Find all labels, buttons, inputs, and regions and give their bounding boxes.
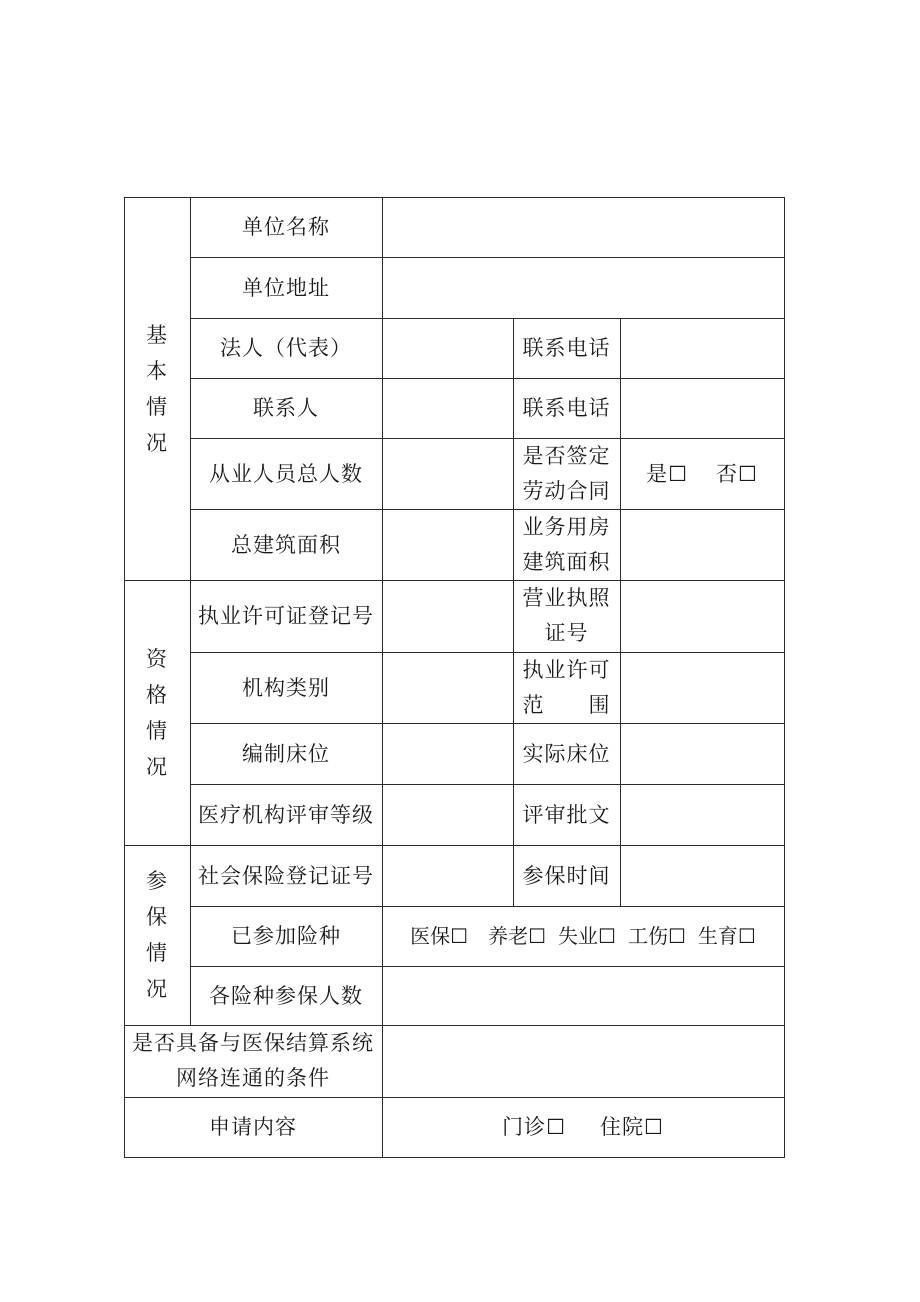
legal-rep-field[interactable] (382, 318, 513, 378)
insured-time-label: 参保时间 (522, 863, 611, 888)
license-no-label: 执业许可证登记号 (198, 604, 374, 628)
apply-content-label: 申请内容 (209, 1115, 297, 1139)
business-area-label: 业务用房 建筑面积 (522, 514, 611, 574)
total-area-label: 总建筑面积 (231, 532, 341, 557)
org-type-field[interactable] (382, 652, 513, 723)
contact-phone-label: 联系电话 (522, 396, 611, 420)
insured-counts-field[interactable] (382, 966, 784, 1025)
network-condition-field[interactable] (382, 1025, 784, 1097)
social-insurance-no-label: 社会保险登记证号 (198, 863, 374, 888)
phone-label: 联系电话 (522, 336, 611, 360)
inpatient-checkbox[interactable]: 住院☐ (600, 1115, 664, 1139)
license-scope-label: 执业许可 范 围 (522, 657, 611, 717)
contact-phone-field[interactable] (620, 378, 784, 438)
staff-total-label: 从业人员总人数 (209, 461, 363, 486)
rating-level-field[interactable] (382, 784, 513, 845)
planned-beds-field[interactable] (382, 723, 513, 784)
contact-label: 联系人 (253, 396, 319, 420)
insurance-types-options (382, 906, 784, 966)
border-bottom (124, 1157, 785, 1158)
medical-insurance-checkbox[interactable]: 医保☐ (410, 924, 469, 948)
insured-time-field[interactable] (620, 845, 784, 906)
pension-insurance-checkbox[interactable]: 养老☐ (488, 924, 547, 948)
unit-name-label: 单位名称 (242, 215, 330, 239)
unit-name-field[interactable] (382, 197, 784, 257)
border-right (784, 197, 785, 1158)
unemployment-insurance-checkbox[interactable]: 失业☐ (558, 924, 616, 948)
contract-yes-checkbox[interactable]: 是☐ (646, 461, 688, 486)
legal-rep-label: 法人（代表） (220, 336, 352, 360)
unit-address-label: 单位地址 (242, 275, 330, 300)
business-area-field[interactable] (620, 509, 784, 580)
section-qualification-label: 资 格 情 况 (146, 646, 168, 779)
rating-level-label: 医疗机构评审等级 (198, 802, 374, 827)
injury-insurance-checkbox[interactable]: 工伤☐ (627, 924, 686, 948)
outpatient-checkbox[interactable]: 门诊☐ (502, 1115, 566, 1139)
labor-contract-options (620, 438, 784, 509)
staff-total-field[interactable] (382, 438, 513, 509)
contact-field[interactable] (382, 378, 513, 438)
business-license-field[interactable] (620, 580, 784, 652)
rating-doc-field[interactable] (620, 784, 784, 845)
license-scope-field[interactable] (620, 652, 784, 723)
apply-content-options (382, 1097, 784, 1157)
phone-field[interactable] (620, 318, 784, 378)
planned-beds-label: 编制床位 (242, 741, 330, 766)
total-area-field[interactable] (382, 509, 513, 580)
section-insurance-label: 参 保 情 况 (146, 869, 168, 1001)
network-condition-label: 是否具备与医保结算系统 网络连通的条件 (132, 1031, 374, 1090)
org-type-label: 机构类别 (242, 675, 330, 700)
unit-address-field[interactable] (382, 257, 784, 318)
contract-no-checkbox[interactable]: 否☐ (716, 461, 758, 486)
license-no-field[interactable] (382, 580, 513, 652)
actual-beds-field[interactable] (620, 723, 784, 784)
rating-doc-label: 评审批文 (522, 802, 611, 827)
social-insurance-no-field[interactable] (382, 845, 513, 906)
labor-contract-label: 是否签定 劳动合同 (522, 443, 611, 503)
business-license-label: 营业执照 证号 (522, 586, 611, 645)
section-basic-label: 基 本 情 况 (146, 322, 168, 455)
maternity-insurance-checkbox[interactable]: 生育☐ (697, 924, 756, 948)
insured-counts-label: 各险种参保人数 (209, 983, 363, 1008)
insurance-types-label: 已参加险种 (231, 924, 341, 948)
actual-beds-label: 实际床位 (522, 741, 611, 766)
